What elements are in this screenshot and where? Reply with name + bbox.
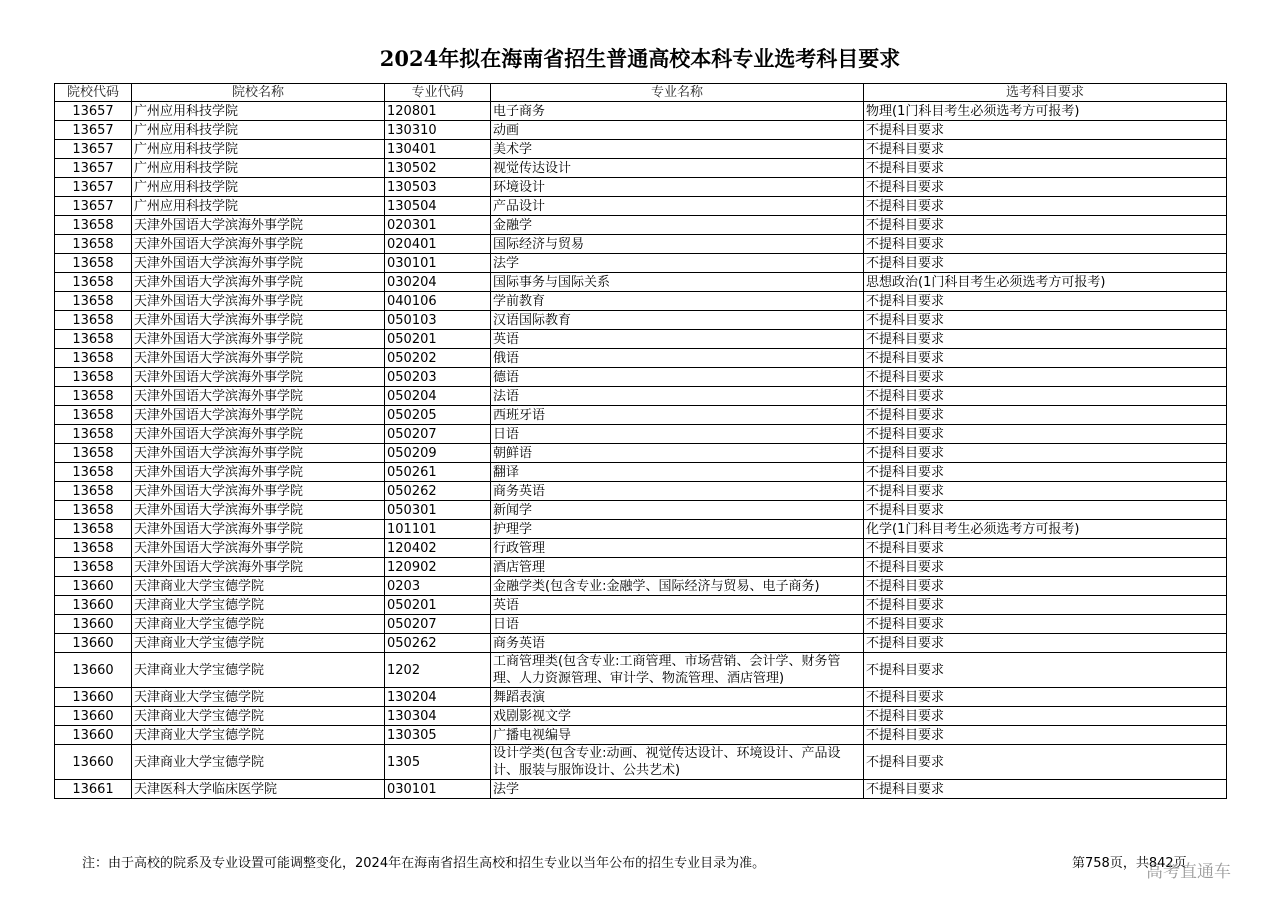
major-code-cell: 050207 [385,615,491,634]
subject-requirement-cell: 不提科目要求 [864,292,1227,311]
school-name-cell: 天津外国语大学滨海外事学院 [132,425,385,444]
school-code-cell: 13660 [55,653,132,688]
major-name-cell: 设计学类(包含专业:动画、视觉传达设计、环境设计、产品设计、服装与服饰设计、公共艺术) [491,745,864,780]
major-name-cell: 汉语国际教育 [491,311,864,330]
table-row [55,387,1227,406]
table-row [55,501,1227,520]
major-code-cell: 050209 [385,444,491,463]
subject-requirement-cell: 不提科目要求 [864,235,1227,254]
major-name-cell: 德语 [491,368,864,387]
school-code-cell: 13658 [55,482,132,501]
major-code-cell: 130310 [385,121,491,140]
table-row [55,577,1227,596]
requirements-table [54,83,1227,799]
major-code-cell: 130502 [385,159,491,178]
major-code-cell: 120402 [385,539,491,558]
school-code-cell: 13658 [55,463,132,482]
subject-requirement-cell: 不提科目要求 [864,254,1227,273]
table-row [55,653,1227,688]
major-code-cell: 040106 [385,292,491,311]
header-major-name: 专业名称 [491,84,864,102]
school-name-cell: 天津外国语大学滨海外事学院 [132,482,385,501]
school-name-cell: 天津外国语大学滨海外事学院 [132,539,385,558]
major-code-cell: 030204 [385,273,491,292]
footnote: 注：由于高校的院系及专业设置可能调整变化，2024年在海南省招生高校和招生专业以当年公布的招生专业目录为准。 [82,856,766,871]
school-code-cell: 13657 [55,102,132,121]
major-name-cell: 西班牙语 [491,406,864,425]
subject-requirement-cell: 思想政治(1门科目考生必须选考方可报考) [864,273,1227,292]
school-code-cell: 13658 [55,558,132,577]
school-name-cell: 广州应用科技学院 [132,102,385,121]
header-major-code: 专业代码 [385,84,491,102]
school-code-cell: 13658 [55,425,132,444]
major-code-cell: 020301 [385,216,491,235]
major-name-cell: 法学 [491,254,864,273]
major-code-cell: 030101 [385,254,491,273]
school-name-cell: 天津外国语大学滨海外事学院 [132,406,385,425]
school-code-cell: 13660 [55,615,132,634]
major-name-cell: 朝鲜语 [491,444,864,463]
page-title: 2024年拟在海南省招生普通高校本科专业选考科目要求 [379,46,901,71]
header-school-name: 院校名称 [132,84,385,102]
major-code-cell: 130304 [385,707,491,726]
school-name-cell: 天津商业大学宝德学院 [132,726,385,745]
page-number: 第758页，共842页 [1072,856,1187,871]
table-row [55,159,1227,178]
subject-requirement-cell: 不提科目要求 [864,653,1227,688]
major-code-cell: 050203 [385,368,491,387]
school-name-cell: 天津外国语大学滨海外事学院 [132,368,385,387]
table-row [55,558,1227,577]
school-name-cell: 天津商业大学宝德学院 [132,688,385,707]
school-code-cell: 13658 [55,406,132,425]
major-code-cell: 101101 [385,520,491,539]
table-row [55,634,1227,653]
school-name-cell: 天津外国语大学滨海外事学院 [132,273,385,292]
major-name-cell: 戏剧影视文学 [491,707,864,726]
school-name-cell: 天津外国语大学滨海外事学院 [132,349,385,368]
table-row [55,330,1227,349]
major-code-cell: 1202 [385,653,491,688]
major-name-cell: 国际经济与贸易 [491,235,864,254]
school-name-cell: 天津医科大学临床医学院 [132,780,385,799]
subject-requirement-cell: 不提科目要求 [864,330,1227,349]
school-name-cell: 天津外国语大学滨海外事学院 [132,558,385,577]
major-code-cell: 1305 [385,745,491,780]
major-name-cell: 学前教育 [491,292,864,311]
header-subject-requirement: 选考科目要求 [864,84,1227,102]
subject-requirement-cell: 不提科目要求 [864,197,1227,216]
school-name-cell: 广州应用科技学院 [132,140,385,159]
major-name-cell: 翻译 [491,463,864,482]
school-name-cell: 天津商业大学宝德学院 [132,615,385,634]
school-name-cell: 天津外国语大学滨海外事学院 [132,330,385,349]
table-row [55,197,1227,216]
major-code-cell: 050103 [385,311,491,330]
major-code-cell: 050261 [385,463,491,482]
school-code-cell: 13657 [55,178,132,197]
table-row [55,349,1227,368]
school-code-cell: 13657 [55,140,132,159]
school-name-cell: 天津商业大学宝德学院 [132,707,385,726]
table-row [55,121,1227,140]
major-code-cell: 030101 [385,780,491,799]
school-name-cell: 广州应用科技学院 [132,159,385,178]
school-code-cell: 13660 [55,688,132,707]
school-code-cell: 13658 [55,216,132,235]
major-code-cell: 120902 [385,558,491,577]
school-name-cell: 天津外国语大学滨海外事学院 [132,216,385,235]
major-name-cell: 金融学 [491,216,864,235]
school-name-cell: 天津商业大学宝德学院 [132,596,385,615]
school-name-cell: 天津外国语大学滨海外事学院 [132,444,385,463]
subject-requirement-cell: 不提科目要求 [864,444,1227,463]
major-name-cell: 新闻学 [491,501,864,520]
major-code-cell: 050201 [385,330,491,349]
subject-requirement-cell: 不提科目要求 [864,121,1227,140]
subject-requirement-cell: 不提科目要求 [864,140,1227,159]
school-code-cell: 13658 [55,520,132,539]
school-code-cell: 13658 [55,368,132,387]
school-code-cell: 13658 [55,501,132,520]
major-code-cell: 0203 [385,577,491,596]
subject-requirement-cell: 不提科目要求 [864,368,1227,387]
subject-requirement-cell: 不提科目要求 [864,311,1227,330]
major-name-cell: 法语 [491,387,864,406]
major-code-cell: 130503 [385,178,491,197]
school-name-cell: 天津外国语大学滨海外事学院 [132,235,385,254]
major-name-cell: 舞蹈表演 [491,688,864,707]
school-code-cell: 13657 [55,197,132,216]
school-name-cell: 广州应用科技学院 [132,121,385,140]
major-name-cell: 行政管理 [491,539,864,558]
major-name-cell: 金融学类(包含专业:金融学、国际经济与贸易、电子商务) [491,577,864,596]
school-code-cell: 13661 [55,780,132,799]
major-name-cell: 酒店管理 [491,558,864,577]
major-code-cell: 050202 [385,349,491,368]
major-name-cell: 英语 [491,330,864,349]
subject-requirement-cell: 不提科目要求 [864,178,1227,197]
table-row [55,780,1227,799]
subject-requirement-cell: 化学(1门科目考生必须选考方可报考) [864,520,1227,539]
table-row [55,311,1227,330]
school-code-cell: 13660 [55,707,132,726]
subject-requirement-cell: 不提科目要求 [864,406,1227,425]
school-code-cell: 13660 [55,726,132,745]
table-row [55,444,1227,463]
major-code-cell: 050262 [385,482,491,501]
school-code-cell: 13658 [55,235,132,254]
school-name-cell: 天津外国语大学滨海外事学院 [132,292,385,311]
major-name-cell: 工商管理类(包含专业:工商管理、市场营销、会计学、财务管理、人力资源管理、审计学、物流管理、酒店管理) [491,653,864,688]
major-name-cell: 日语 [491,425,864,444]
major-code-cell: 120801 [385,102,491,121]
table-row [55,539,1227,558]
school-name-cell: 天津外国语大学滨海外事学院 [132,501,385,520]
school-name-cell: 广州应用科技学院 [132,178,385,197]
table-row [55,406,1227,425]
school-name-cell: 广州应用科技学院 [132,197,385,216]
subject-requirement-cell: 不提科目要求 [864,577,1227,596]
table-row [55,615,1227,634]
table-row [55,726,1227,745]
major-name-cell: 美术学 [491,140,864,159]
major-code-cell: 130401 [385,140,491,159]
table-row [55,482,1227,501]
major-name-cell: 法学 [491,780,864,799]
table-row [55,102,1227,121]
subject-requirement-cell: 不提科目要求 [864,780,1227,799]
subject-requirement-cell: 不提科目要求 [864,463,1227,482]
school-name-cell: 天津商业大学宝德学院 [132,653,385,688]
school-name-cell: 天津外国语大学滨海外事学院 [132,520,385,539]
table-row [55,425,1227,444]
school-code-cell: 13660 [55,596,132,615]
school-name-cell: 天津商业大学宝德学院 [132,634,385,653]
table-row [55,688,1227,707]
table-body [55,102,1227,799]
school-code-cell: 13660 [55,745,132,780]
major-name-cell: 电子商务 [491,102,864,121]
table-row [55,292,1227,311]
subject-requirement-cell: 物理(1门科目考生必须选考方可报考) [864,102,1227,121]
major-name-cell: 环境设计 [491,178,864,197]
major-name-cell: 动画 [491,121,864,140]
major-name-cell: 视觉传达设计 [491,159,864,178]
subject-requirement-cell: 不提科目要求 [864,387,1227,406]
table-row [55,596,1227,615]
major-name-cell: 商务英语 [491,482,864,501]
school-code-cell: 13658 [55,311,132,330]
major-name-cell: 日语 [491,615,864,634]
table-row [55,254,1227,273]
subject-requirement-cell: 不提科目要求 [864,216,1227,235]
subject-requirement-cell: 不提科目要求 [864,745,1227,780]
subject-requirement-cell: 不提科目要求 [864,688,1227,707]
subject-requirement-cell: 不提科目要求 [864,596,1227,615]
school-name-cell: 天津外国语大学滨海外事学院 [132,311,385,330]
subject-requirement-cell: 不提科目要求 [864,707,1227,726]
table-row [55,463,1227,482]
major-name-cell: 护理学 [491,520,864,539]
table-row [55,368,1227,387]
major-code-cell: 050201 [385,596,491,615]
school-code-cell: 13658 [55,349,132,368]
school-code-cell: 13658 [55,444,132,463]
table-row [55,235,1227,254]
major-name-cell: 英语 [491,596,864,615]
subject-requirement-cell: 不提科目要求 [864,501,1227,520]
table-row [55,178,1227,197]
watermark: 高考直通车 [1146,862,1231,882]
major-code-cell: 050301 [385,501,491,520]
school-name-cell: 天津外国语大学滨海外事学院 [132,254,385,273]
major-name-cell: 广播电视编导 [491,726,864,745]
school-code-cell: 13658 [55,330,132,349]
major-name-cell: 俄语 [491,349,864,368]
school-code-cell: 13658 [55,539,132,558]
table-row [55,216,1227,235]
school-code-cell: 13657 [55,159,132,178]
table-row [55,745,1227,780]
school-name-cell: 天津外国语大学滨海外事学院 [132,463,385,482]
major-name-cell: 国际事务与国际关系 [491,273,864,292]
major-code-cell: 050205 [385,406,491,425]
major-code-cell: 020401 [385,235,491,254]
school-code-cell: 13660 [55,577,132,596]
subject-requirement-cell: 不提科目要求 [864,558,1227,577]
table-row [55,273,1227,292]
school-code-cell: 13658 [55,292,132,311]
subject-requirement-cell: 不提科目要求 [864,634,1227,653]
school-name-cell: 天津商业大学宝德学院 [132,745,385,780]
major-code-cell: 050207 [385,425,491,444]
major-code-cell: 130305 [385,726,491,745]
school-code-cell: 13658 [55,387,132,406]
school-name-cell: 天津商业大学宝德学院 [132,577,385,596]
subject-requirement-cell: 不提科目要求 [864,482,1227,501]
major-code-cell: 130504 [385,197,491,216]
table-header-row [55,84,1227,102]
subject-requirement-cell: 不提科目要求 [864,159,1227,178]
school-code-cell: 13658 [55,254,132,273]
school-code-cell: 13657 [55,121,132,140]
school-code-cell: 13658 [55,273,132,292]
major-code-cell: 130204 [385,688,491,707]
major-name-cell: 商务英语 [491,634,864,653]
school-name-cell: 天津外国语大学滨海外事学院 [132,387,385,406]
major-code-cell: 050262 [385,634,491,653]
table-row [55,707,1227,726]
table-row [55,520,1227,539]
subject-requirement-cell: 不提科目要求 [864,615,1227,634]
header-school-code: 院校代码 [55,84,132,102]
subject-requirement-cell: 不提科目要求 [864,349,1227,368]
subject-requirement-cell: 不提科目要求 [864,539,1227,558]
subject-requirement-cell: 不提科目要求 [864,425,1227,444]
major-name-cell: 产品设计 [491,197,864,216]
school-code-cell: 13660 [55,634,132,653]
table-row [55,140,1227,159]
major-code-cell: 050204 [385,387,491,406]
subject-requirement-cell: 不提科目要求 [864,726,1227,745]
